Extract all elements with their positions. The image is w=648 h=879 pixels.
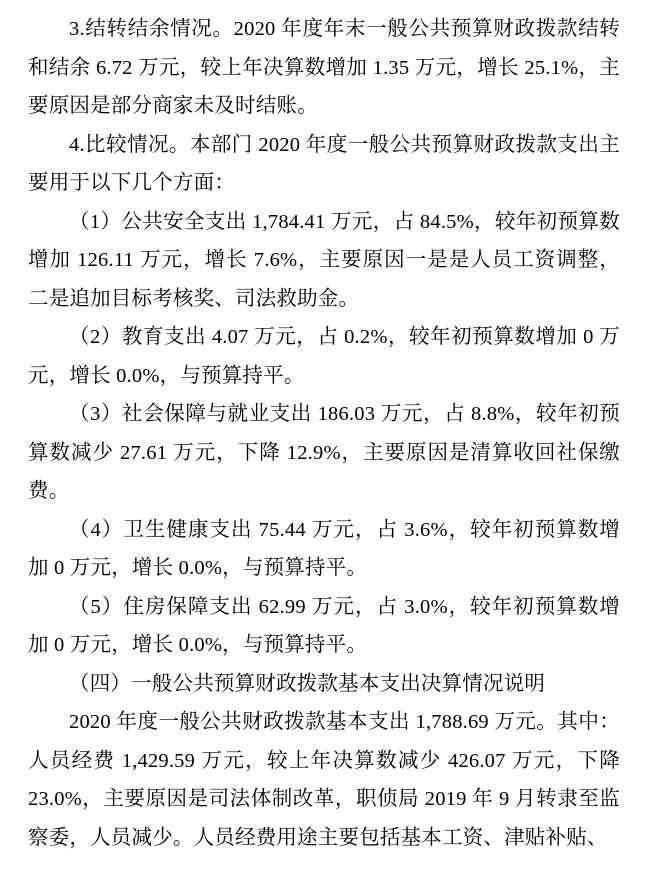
paragraph-public-security-expenditure: （1）公共安全支出 1,784.41 万元，占 84.5%，较年初预算数增加 126.11 万元，增长 7.6%，主要原因一是是人员工资调整，二是追加目标考核奖、司法救助金。 — [28, 210, 620, 310]
paragraph-basic-expenditure-detail: 2020 年度一般公共财政拨款基本支出 1,788.69 万元。其中：人员经费 1,429.59 万元，较上年决算数减少 426.07 万元，下降 23.0%，主要原因是司法体制改革，职侦局 2019 年 9 月转隶至监察委，人员减少。人员经费用途主要包括基本工资、津贴补贴、 — [28, 711, 620, 849]
paragraph-housing-expenditure: （5）住房保障支出 62.99 万元，占 3.0%，较年初预算数增加 0 万元，增长 0.0%，与预算持平。 — [28, 595, 620, 656]
paragraph-comparison-intro: 4.比较情况。本部门 2020 年度一般公共预算财政拨款支出主要用于以下几个方面： — [28, 133, 620, 194]
paragraph-education-expenditure: （2）教育支出 4.07 万元，占 0.2%，较年初预算数增加 0 万元，增长 0.0%，与预算持平。 — [28, 326, 620, 387]
paragraph-health-expenditure: （4）卫生健康支出 75.44 万元，占 3.6%，较年初预算数增加 0 万元，增长 0.0%，与预算持平。 — [28, 518, 620, 579]
paragraph-carryover-balance: 3.结转结余情况。2020 年度年末一般公共预算财政拨款结转和结余 6.72 万元，较上年决算数增加 1.35 万元，增长 25.1%，主要原因是部分商家未及时结账。 — [28, 18, 620, 117]
section-heading-basic-expenditure: （四）一般公共预算财政拨款基本支出决算情况说明 — [69, 672, 546, 695]
paragraph-social-security-expenditure: （3）社会保障与就业支出 186.03 万元，占 8.8%，较年初预算数减少 27.61 万元，下降 12.9%，主要原因是清算收回社保缴费。 — [28, 403, 620, 502]
